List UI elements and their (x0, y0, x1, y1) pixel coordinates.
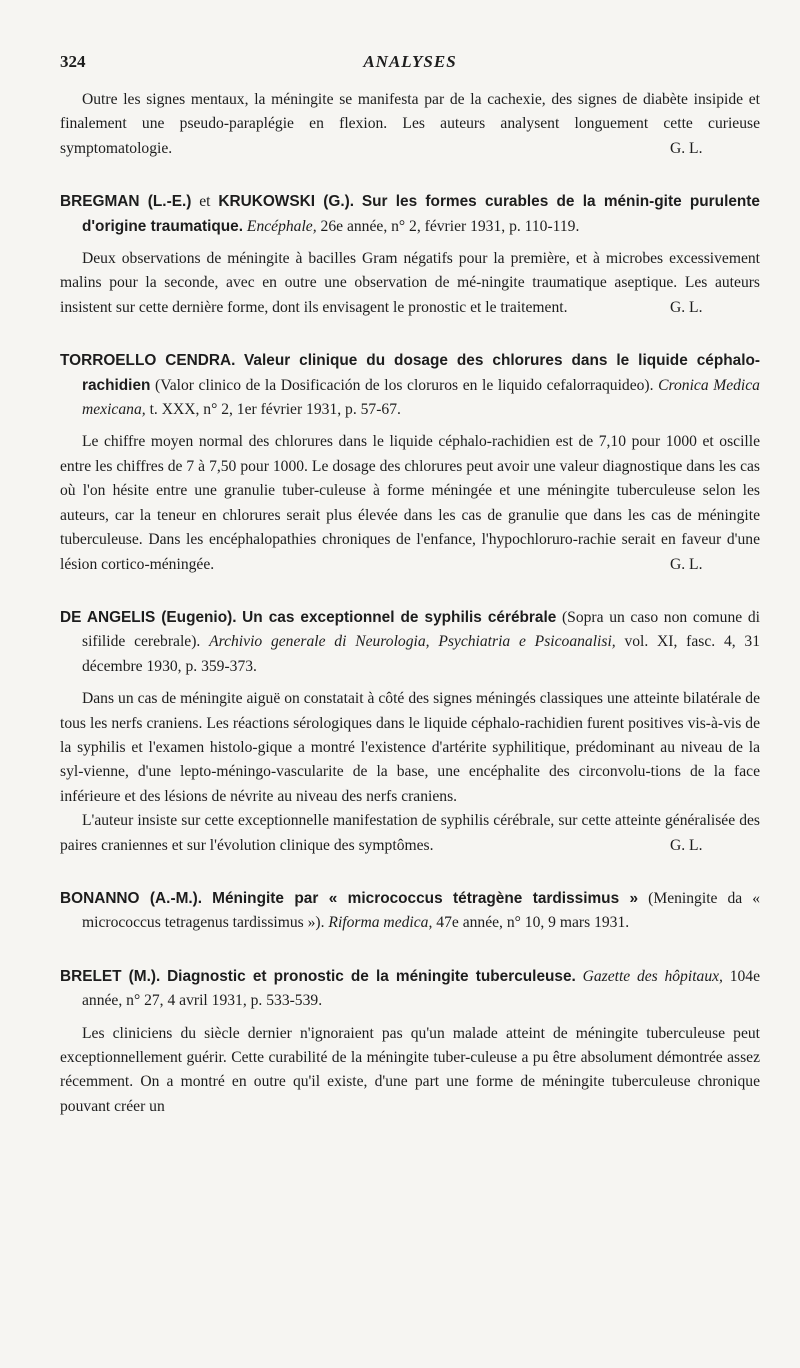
entry-abstract (60, 430, 760, 576)
abstract-paragraph (60, 430, 760, 576)
entry-citation (60, 887, 760, 936)
review-entry-de-angelis (60, 606, 760, 858)
entry-citation (60, 606, 760, 679)
abstract-paragraph (60, 247, 760, 320)
entry-title: Sur les formes curables de la ménin-gite purulente d'origine traumatique. (82, 193, 760, 235)
abstract-text: Les cliniciens du siècle dernier n'ignoraient pas qu'un malade atteint de méningite tuberculeuse peut exceptionnellement guérir. Cette curabilité de la méningite tuber-culeuse a pu être absolument démontrée assez récemment. On a montré en outre qu'il existe, d'une part une forme de méningite tuberculeuse chronique pouvant créer un (60, 1024, 760, 1115)
entry-title: Diagnostic et pronostic de la méningite tuberculeuse. (167, 967, 576, 985)
entry-abstract (60, 247, 760, 320)
entry-details: vol. XI, fasc. 4, 31 décembre 1930, p. 359-373. (82, 633, 761, 675)
entry-coauthor: KRUKOWSKI (G.). (218, 193, 354, 211)
entry-author: TORROELLO CENDRA. (60, 352, 236, 370)
entry-author: BONANNO (A.-M.). (60, 889, 203, 907)
entry-author: DE ANGELIS (Eugenio). (60, 608, 237, 626)
abstract-text: Dans un cas de méningite aiguë on constatait à côté des signes méningés classiques une atteinte bilatérale de tous les nerfs craniens. Les réactions sérologiques dans le liquide céphalo-rachidien furent positives vis-à-vis de la syphilis et l'examen histolo-gique a montré l'existence d'artérite syphilitique, prédominant au niveau de la syl-vienne, d'une lepto-méningo-vascularite de la base, une encéphalite des circonvolu-tions de la face inférieure et des lésions de névrite au niveau des nerfs craniens. (60, 690, 760, 805)
review-entry-torroello (60, 349, 760, 577)
entry-author-joiner: et (191, 193, 219, 211)
intro-paragraph (60, 88, 760, 161)
entry-signature: G. L. (670, 555, 703, 573)
abstract-text: L'auteur insiste sur cette exceptionnelle manifestation de syphilis cérébrale, sur cette atteinte généralisée des paires craniennes et sur l'évolution clinique des symptômes. (60, 812, 760, 854)
intro-text: Outre les signes mentaux, la méningite se manifesta par de la cachexie, des signes de diabète insipide et finalement une pseudo-paraplégie en flexion. Les auteurs analysent longuement cette curieuse symptomatologie. (60, 91, 760, 157)
entry-source: Cronica Medica mexicana, (82, 376, 760, 419)
entry-source: Gazette des hôpitaux, (582, 967, 723, 985)
abstract-text: Le chiffre moyen normal des chlorures dans le liquide céphalo-rachidien est de 7,10 pour 1000 et oscille entre les chiffres de 7 à 7,50 pour 1000. Le dosage des chlorures peut avoir une valeur diagnostique dans les cas où l'on hésite entre une granulie tuber-culeuse à forme méningée et une méningite tuberculeuse selon les auteurs, car la teneur en chlorures serait plus élevée dans les cas de granulie que dans les cas de méningite tuberculeuse. Dans les encéphalopathies chroniques de l'enfance, l'hypochloruro-rachie serait en faveur d'une lésion cortico-méningée. (60, 433, 760, 573)
entry-source: Archivio generale di Neurologia, Psychiatria e Psicoanalisi, (209, 633, 616, 651)
review-entry-bonanno (60, 887, 760, 936)
entry-citation (60, 190, 760, 239)
entry-details: 104e année, n° 27, 4 avril 1931, p. 533-539. (82, 967, 760, 1010)
entry-title-original: (Sopra un caso non comune di sifilide cerebrale). (82, 608, 760, 651)
entry-source: Riforma medica, (328, 914, 433, 932)
entry-signature: G. L. (670, 298, 703, 316)
entry-title: Méningite par « micrococcus tétragène tardissimus » (212, 889, 639, 907)
entry-source: Encéphale, (246, 217, 317, 235)
entry-details: 26e année, n° 2, février 1931, p. 110-119. (320, 217, 580, 235)
entry-title-original: (Meningite da « micrococcus tetragenus tardissimus »). (82, 889, 761, 932)
entry-abstract (60, 687, 760, 858)
entry-details: 47e année, n° 10, 9 mars 1931. (436, 914, 630, 932)
running-title: ANALYSES (363, 52, 457, 71)
entry-title: Un cas exceptionnel de syphilis cérébrale (242, 608, 557, 626)
abstract-text: Deux observations de méningite à bacilles Gram négatifs pour la première, et à microbes excessivement malins pour la seconde, avec en outre une observation de mé-ningite traumatique aseptique. Les auteurs insistent sur cette dernière forme, dont ils envisagent le pronostic et le traitement. (60, 250, 760, 316)
entry-citation (60, 349, 760, 422)
intro-signature: G. L. (670, 139, 703, 157)
entry-abstract (60, 1022, 760, 1120)
entry-citation (60, 965, 760, 1014)
page-content (60, 88, 760, 1119)
entry-title: Valeur clinique du dosage des chlorures dans le liquide céphalo-rachidien (82, 352, 761, 394)
page-number: 324 (60, 52, 86, 71)
running-head (60, 52, 760, 76)
abstract-paragraph (60, 809, 760, 858)
entry-author: BRELET (M.). (60, 967, 161, 985)
entry-details: t. XXX, n° 2, 1er février 1931, p. 57-67. (149, 401, 401, 419)
entry-author: BREGMAN (L.-E.) (60, 193, 192, 211)
review-entry-bregman (60, 190, 760, 320)
abstract-paragraph (60, 1022, 760, 1120)
review-entry-brelet (60, 965, 760, 1119)
entry-signature: G. L. (670, 836, 703, 854)
abstract-paragraph (60, 687, 760, 809)
entry-title-original: (Valor clinico de la Dosificación de los cloruros en le liquido cefalorraquideo). (155, 376, 654, 394)
